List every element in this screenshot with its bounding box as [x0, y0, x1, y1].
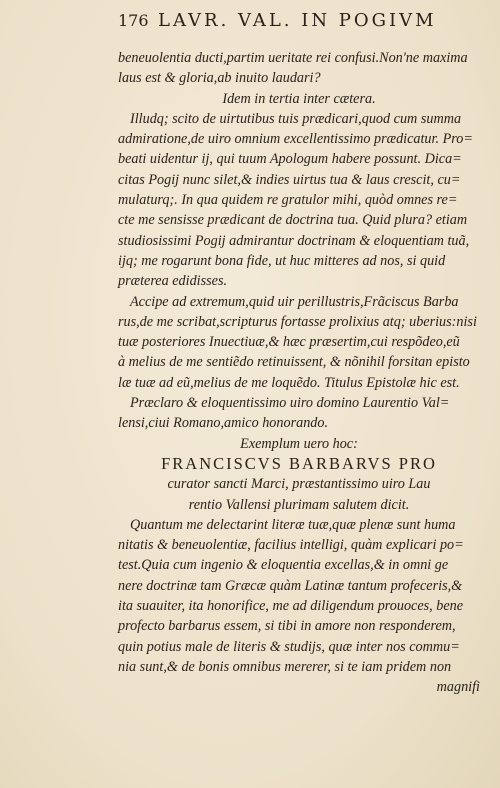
text-line: test.Quia cum ingenio & eloquentia excellas,& in omni ge — [118, 557, 449, 574]
text-line: à melius de me sentiẽdo retinuissent, & nõnihil forsitan episto — [118, 354, 470, 371]
text-line: nitatis & beneuolentiæ, facilius intelligi, quàm explicari po= — [118, 537, 464, 554]
text-line: Præclaro & eloquentissimo uiro domino Laurentio Val= — [130, 395, 450, 412]
text-line: nere doctrinæ tam Græcæ quàm Latinæ tantum profeceris,& — [118, 577, 463, 594]
text-line: ita suauiter, ita honorifice, me ad diligendum prouoces, bene — [118, 598, 464, 615]
text-line: beneuolentia ducti,partim ueritate rei confusi.Non'ne maxima — [118, 50, 468, 66]
body-text — [118, 48, 480, 698]
text-line: lensi,ciui Romano,amico honorando. — [118, 415, 329, 432]
text-line: Exemplum uero hoc: — [240, 435, 358, 452]
text-line: Accipe ad extremum,quid uir perillustris,Frãciscus Barba — [130, 293, 459, 310]
text-line: laus est & gloria,ab inuito laudari? — [118, 70, 321, 87]
running-title: LAVR. VAL. IN POGIVM — [158, 10, 437, 31]
text-line: Idem in tertia inter cætera. — [222, 90, 376, 107]
text-line: beati uidentur ij, qui tuum Apologum habere possunt. Dica= — [118, 151, 462, 168]
text-line: magnifi — [436, 679, 480, 696]
text-line: quin potius male de literis & studijs, quæ inter nos commu= — [118, 638, 460, 655]
text-line: tuæ posteriores Inuectiuæ,& hæc præsertim,cui respõdeo,eũ — [118, 334, 460, 351]
text-line: citas Pogij nunc silet,& indies uirtus tua & laus crescit, cu= — [118, 171, 461, 188]
text-line: studiosissimi Pogij admirantur doctrinam & eloquentiam tuã, — [118, 232, 470, 249]
page-number: 176 — [118, 11, 149, 30]
page-header — [118, 10, 478, 40]
text-line: læ tuæ ad eũ,melius de me loquẽdo. Titulus Epistolæ hic est. — [118, 374, 460, 391]
text-line: Quantum me delectarint literæ tuæ,quæ plenæ sunt huma — [130, 516, 456, 533]
text-line: rus,de me scribat,scripturus fortasse prolixius atq; uberius:nisi — [118, 313, 477, 330]
text-line: profecto barbarus essem, si tibi in amore non responderem, — [118, 618, 456, 635]
text-line: FRANCISCVS BARBARVS PRO — [161, 453, 437, 473]
text-line: nia sunt,& de bonis omnibus mererer, si te iam pridem non — [118, 658, 452, 675]
text-line: curator sancti Marci, præstantissimo uiro Lau — [167, 476, 431, 493]
text-line: admiratione,de uiro omnium excellentissimo prædicatur. Pro= — [118, 131, 473, 148]
text-line: præterea edidisses. — [118, 273, 228, 290]
text-line: mulaturq;. In qua quidem re gratulor mihi, quòd omnes re= — [118, 192, 458, 209]
text-line: Illudq; scito de uirtutibus tuis prædicari,quod cum summa — [130, 110, 462, 127]
text-line: rentio Vallensi plurimam salutem dicit. — [188, 496, 410, 513]
text-line: ijq; me rogarunt bona fide, ut huc mitteres ad nos, si quid — [118, 252, 446, 269]
text-line: cte me sensisse prædicant de doctrina tua. Quid plura? etiam — [118, 212, 468, 229]
